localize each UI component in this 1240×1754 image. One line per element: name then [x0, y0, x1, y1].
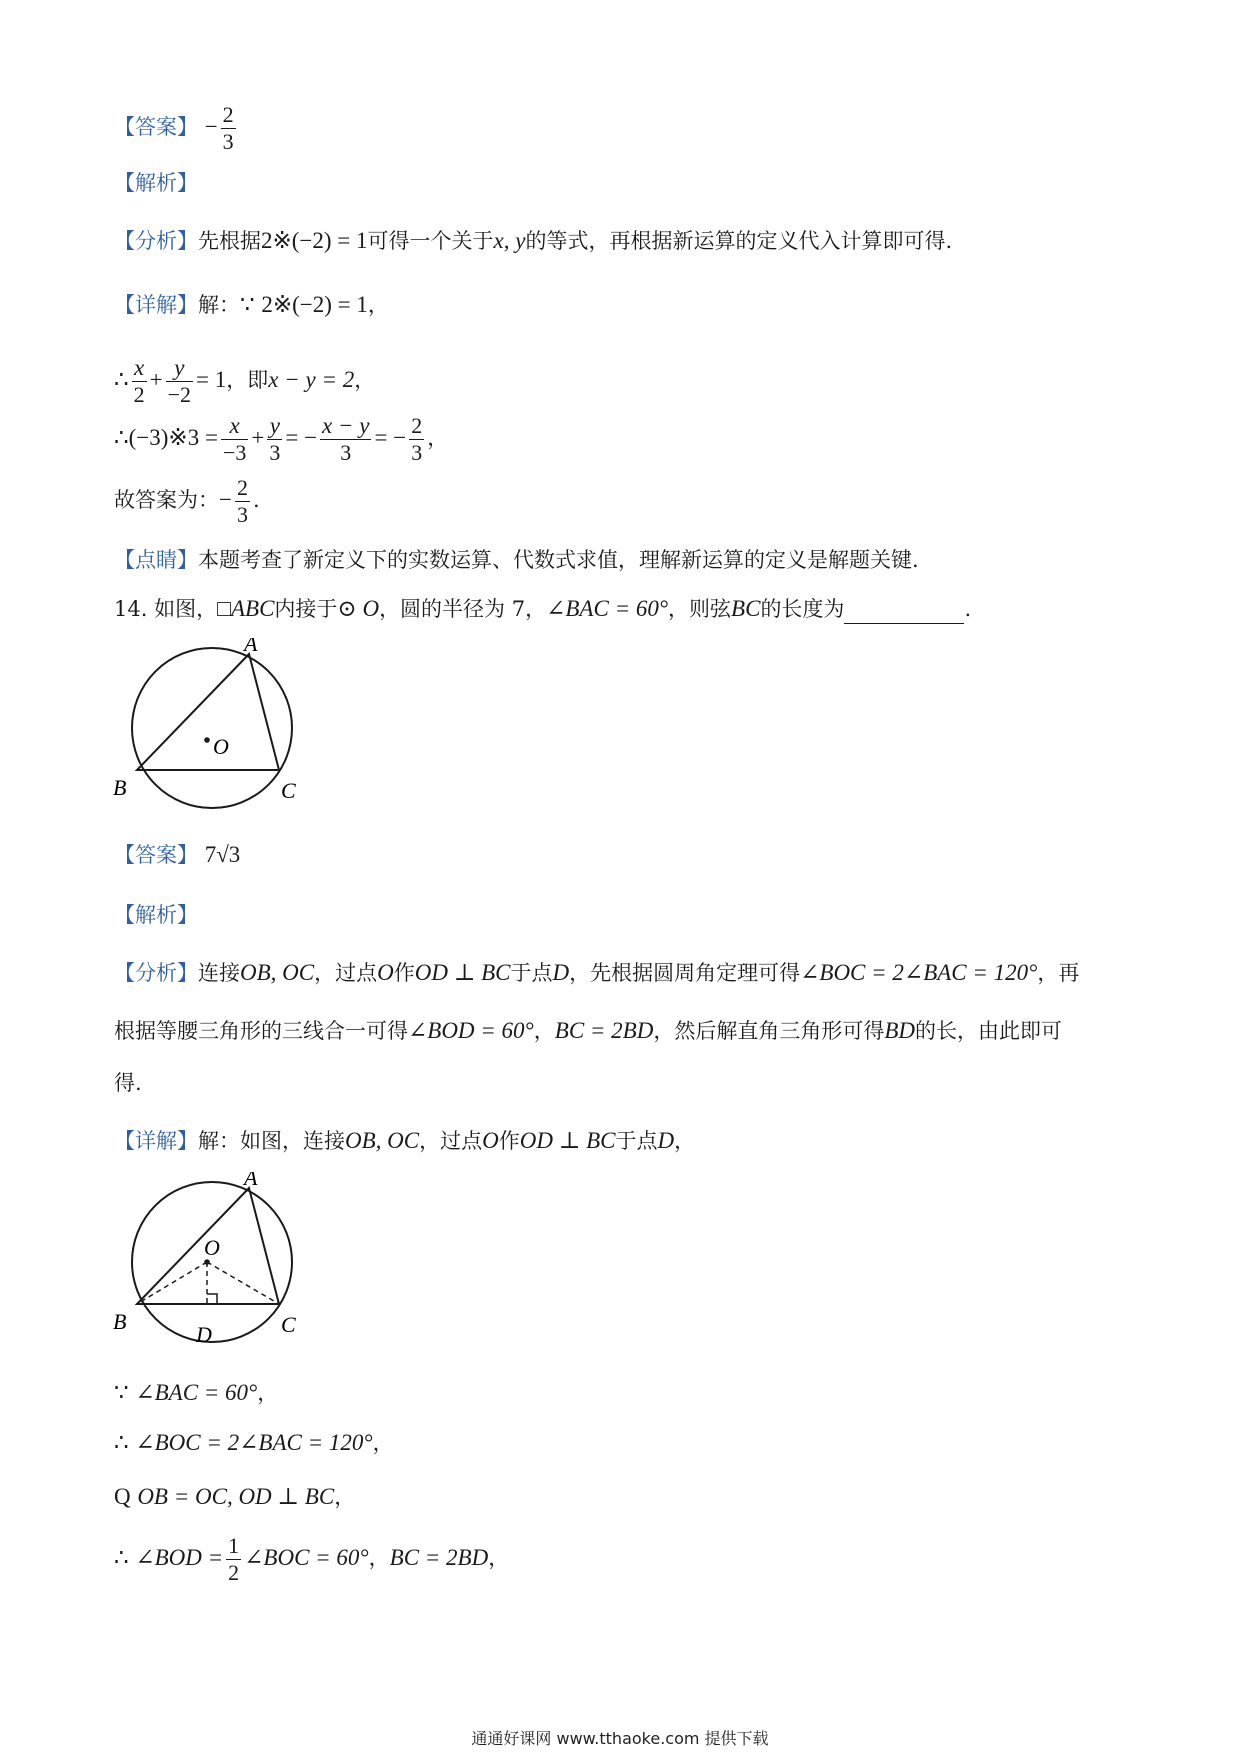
- label-d: D: [196, 1322, 212, 1347]
- q14-fenxi-line3: 得.: [114, 1071, 142, 1095]
- segment-oc: [207, 1262, 279, 1304]
- q14-stem: 14. 如图，□ABC内接于⊙ O，圆的半径为 7，∠BAC = 60°，则弦BC的长度为 .: [114, 594, 971, 624]
- page-footer: 通通好课网 www.tthaoke.com 提供下载: [471, 1729, 769, 1748]
- triangle-abc: [137, 654, 279, 770]
- figure-circle-triangle-with-d: [108, 1172, 308, 1358]
- q14-step1: ∵ ∠BAC = 60°，: [114, 1380, 279, 1405]
- q14-analysis-tag: 【解析】: [114, 903, 198, 927]
- label-c: C: [281, 778, 296, 803]
- right-angle-mark: [207, 1294, 217, 1304]
- center-point: [204, 1259, 210, 1265]
- q13-fenxi: 【分析】先根据2※(−2) = 1可得一个关于x, y的等式，再根据新运算的定义代入计算即可得.: [114, 228, 953, 253]
- q13-step1: ∴ $\frac{x}{2}$ + $\frac{y}{-2}$ = 1，即x − y = 2，: [114, 355, 376, 407]
- fraction: $\frac{2}{3}$: [222, 102, 234, 154]
- q14-fenxi-line2: 根据等腰三角形的三线合一可得∠BOD = 60°，BC = 2BD，然后解直角三角形可得BD的长，由此即可: [114, 1018, 1063, 1043]
- label-o: O: [204, 1235, 220, 1260]
- center-point: [204, 737, 210, 743]
- q13-final: 故答案为：− $\frac{2}{3}$ .: [114, 475, 260, 527]
- q14-step2: ∴ ∠BOC = 2∠BAC = 120°，: [114, 1430, 394, 1455]
- xiangjie-tag: 【详解】: [114, 293, 198, 317]
- fenxi-tag: 【分析】: [114, 229, 198, 253]
- q13-analysis-tag: 【解析】: [114, 171, 198, 195]
- q14-fenxi-line1: 【分析】连接OB, OC，过点O作OD ⊥ BC于点D，先根据圆周角定理可得∠BOC = 2∠BAC = 120°，再: [114, 960, 1080, 985]
- label-a: A: [244, 1172, 258, 1190]
- label-b: B: [113, 775, 127, 800]
- q14-answer: 【答案】 7√3: [114, 842, 241, 867]
- q13-xiangjie: 【详解】解：∵ 2※(−2) = 1，: [114, 292, 389, 317]
- q13-step2: ∴(−3)※3 = $\frac{x}{-3}$ + $\frac{y}{3}$ = − $\frac{x - y}{3}$ = − $\frac{2}{3}$ ，: [114, 413, 449, 465]
- q13-dianjing: 【点睛】本题考查了新定义下的实数运算、代数式求值，理解新运算的定义是解题关键.: [114, 548, 919, 572]
- q14-xiangjie: 【详解】解：如图，连接OB, OC，过点O作OD ⊥ BC于点D，: [114, 1128, 696, 1153]
- dianjing-tag: 【点睛】: [114, 548, 198, 572]
- label-o: O: [213, 734, 229, 759]
- label-c: C: [281, 1312, 296, 1337]
- label-b: B: [113, 1309, 127, 1334]
- answer-tag: 【答案】: [114, 115, 198, 139]
- answer-blank: [844, 601, 964, 624]
- figure-circle-triangle: [108, 638, 308, 816]
- q14-step3: Q OB = OC, OD ⊥ BC，: [114, 1484, 356, 1509]
- q13-answer: 【答案】 − $\frac{2}{3}$: [114, 102, 234, 154]
- label-a: A: [244, 638, 258, 656]
- q14-step4: ∴ ∠BOD = $\frac{1}{2}$ ∠BOC = 60°，BC = 2BD，: [114, 1533, 510, 1585]
